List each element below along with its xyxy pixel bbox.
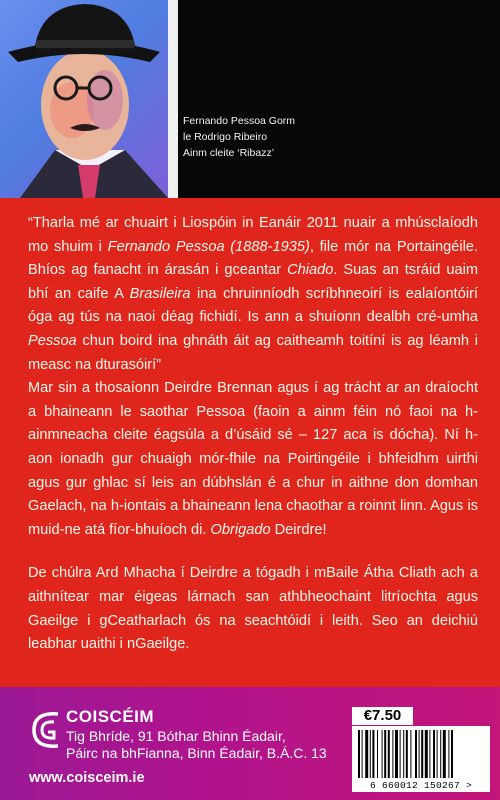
- barcode-bar: [370, 730, 371, 778]
- blurb-quote-paragraph: [28, 212, 478, 377]
- barcode-bar: [421, 730, 423, 778]
- italic-text: Chiado: [287, 262, 334, 279]
- barcode-bars: [358, 730, 484, 778]
- portrait-illustration: [0, 0, 168, 198]
- barcode-bar: [392, 730, 393, 778]
- publisher-address: [66, 728, 327, 762]
- text-run: Mar sin a thosaíonn Deirdre Brennan agus í ag trácht ar an draíocht a bhaineann le saothar Pessoa (faoin a ainm féin nó faoi na h-ainmneacha cleite éagsúla a d’úsáid sé – 127 aca is dócha). Ní h-aon ionadh gur chuaigh mór-fhile na Poirtingéile i bhfeidhm uirthi agus gur ghlac sí leis an dúbhslán é a chur in aithne don domhan Gaelach, na h-iontais a bhaineann lena chaothar a roinnt linn. Agus is muid-ne atá fíor-bhuíoch di.: [28, 380, 478, 538]
- barcode-bar: [415, 730, 417, 778]
- barcode-bar: [443, 730, 446, 778]
- portrait-border: [168, 0, 178, 198]
- barcode-bar: [451, 730, 453, 778]
- barcode-bar: [365, 730, 368, 778]
- barcode-bar: [384, 730, 386, 778]
- barcode-bar: [403, 730, 404, 778]
- publisher-logo-icon: [30, 708, 64, 752]
- barcode-bar: [377, 730, 378, 778]
- text-run: “Tharla mé ar chuairt i Liospóin in Eanáir 2011 nuair a mhúsclaíodh mo shuim i: [28, 215, 478, 255]
- italic-text: Pessoa: [28, 332, 77, 349]
- barcode: [352, 726, 490, 792]
- italic-text: Fernando Pessoa (1888-1935): [107, 238, 310, 255]
- address-line: Páirc na bhFianna, Binn Éadair, B.Á.C. 13: [66, 745, 327, 761]
- barcode-bar: [429, 730, 430, 778]
- blurb-commentary-paragraph: [28, 377, 478, 542]
- portrait-caption: [183, 113, 295, 161]
- barcode-bar: [406, 730, 408, 778]
- caption-line: Fernando Pessoa Gorm: [183, 115, 296, 127]
- publisher-name: COISCÉIM: [66, 707, 155, 726]
- italic-text: Obrigado: [210, 521, 271, 538]
- barcode-bar: [410, 730, 411, 778]
- barcode-bar: [433, 730, 435, 778]
- barcode-bar: [372, 730, 374, 778]
- publisher-website-link[interactable]: www.coisceim.ie: [29, 770, 145, 786]
- barcode-bar: [419, 730, 420, 778]
- caption-line: le Rodrigo Ribeiro: [183, 131, 268, 143]
- barcode-bar: [425, 730, 428, 778]
- caption-line: Ainm cleite ‘Ribazz’: [183, 147, 275, 159]
- text-run: chun boird ina ghnáth áit ag caitheamh toitíní is ag léamh i measc na dturasóirí”: [28, 332, 478, 373]
- barcode-bar: [388, 730, 390, 778]
- text-run: . Suas an tsráid uaim bhí an caife A: [28, 262, 478, 302]
- text-run: ina chruinníodh scríbhneoirí is ealaíontóirí óga ag tús na naoi déag fichidí. Is ann a shuíonn dealbh cré-umha: [28, 285, 478, 326]
- barcode-bar: [448, 730, 449, 778]
- italic-text: Brasileira: [129, 285, 191, 302]
- address-line: Tig Bhríde, 91 Bóthar Bhinn Éadair,: [66, 728, 286, 744]
- barcode-bar: [358, 730, 360, 778]
- barcode-bar: [382, 730, 383, 778]
- text-run: Deirdre!: [270, 521, 327, 538]
- barcode-bar: [362, 730, 363, 778]
- barcode-bar: [395, 730, 398, 778]
- barcode-bar: [437, 730, 438, 778]
- author-portrait-image: [0, 0, 168, 198]
- back-cover-blurb: [28, 212, 478, 657]
- barcode-bar: [440, 730, 441, 778]
- text-run: , file mór na Portaingéile. Bhíos ag fanacht in árasán i gceantar: [28, 238, 478, 279]
- author-bio-paragraph: De chúlra Ard Mhacha í Deirdre a tógadh i mBaile Átha Cliath ach a aithnítear mar éigeas lárnach san athbheochaint litríochta agus Gaeilge i gCeatharlach ós na seachtóidí i leith. Seo an deichiú leabhar uaithi i nGaeilge.: [28, 565, 478, 653]
- barcode-number: 6 660012 150267 >: [369, 780, 472, 791]
- barcode-bar: [400, 730, 401, 778]
- price-label: €7.50: [352, 707, 413, 725]
